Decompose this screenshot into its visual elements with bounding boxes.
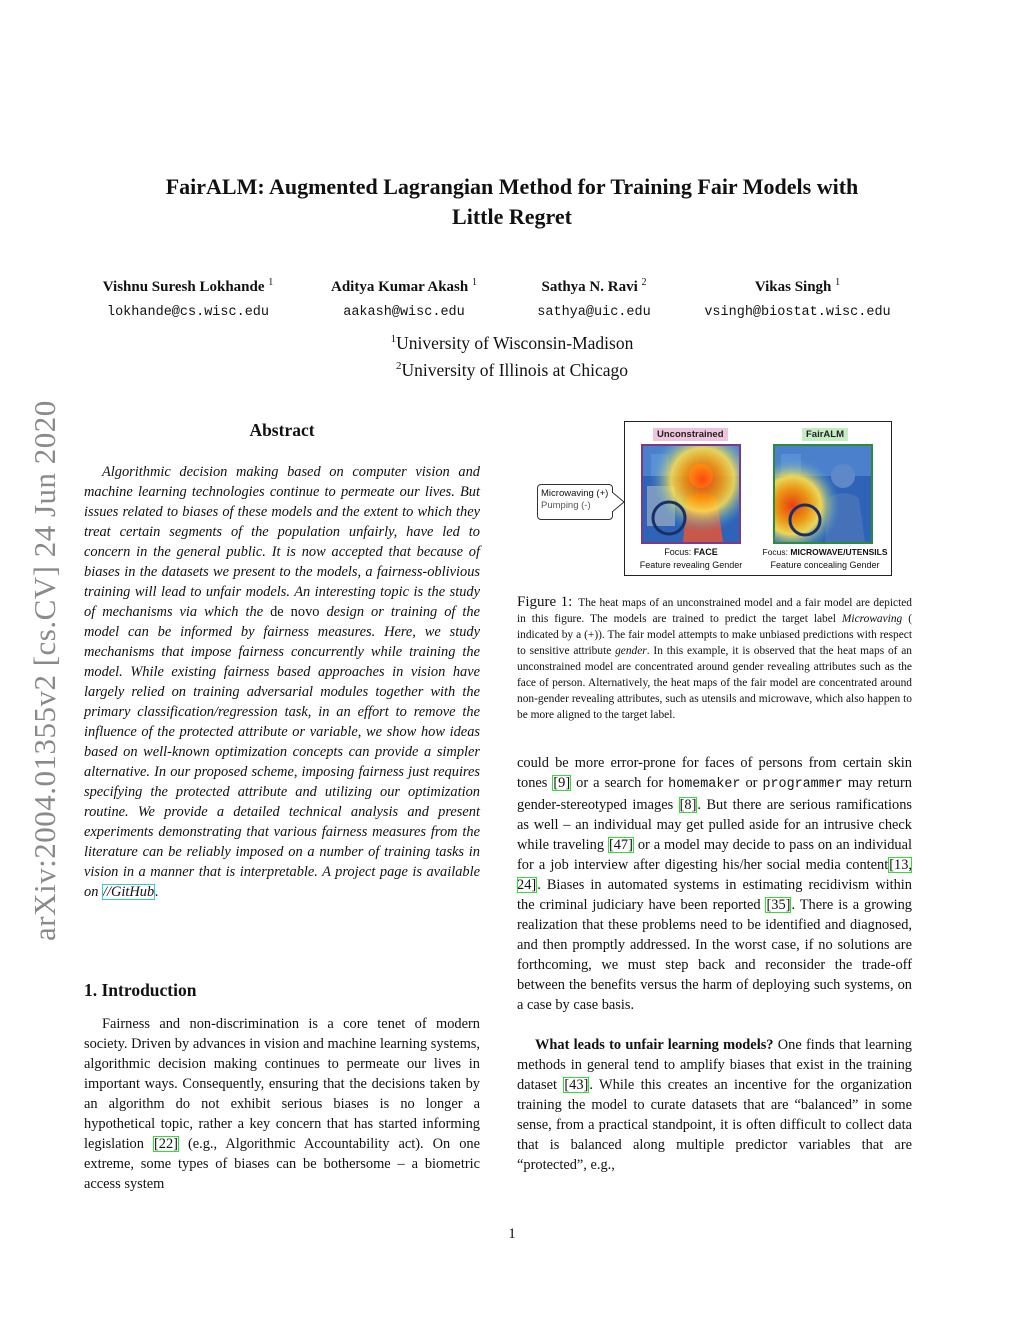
author-name: Vikas Singh: [754, 279, 832, 295]
right-feature-label: Feature concealing Gender: [770, 560, 880, 570]
github-link[interactable]: //GitHub: [103, 884, 155, 900]
citation-link[interactable]: [47]: [608, 837, 633, 853]
affiliation-1: [0, 328, 1024, 355]
author-name: Vishnu Suresh Lokhande: [102, 279, 265, 295]
affiliations: [0, 328, 1024, 382]
author-4: [690, 273, 905, 323]
affiliation-name: University of Illinois at Chicago: [401, 359, 628, 380]
title-line-2: Little Regret: [452, 204, 572, 229]
intro-continuation-paragraph: could be more error-prone for faces of persons from certain skin tones [9] or a search for homemaker or programmer may return gender-stereotyped images [8]. But there are serious ramifications as well – an individual may get pulled aside for an intrusive check while traveling [47] or a model may decide to pass on an individual for a job interview after digesting his/her social media content[13, 24]. Biases in automated systems in estimating recidivism within the criminal judiciary have been reported [35]. There is a growing realization that these problems need to be identified and diagnosed, and then promptly addressed. In the worst case, if no solutions are forthcoming, we must step back and reconsider the trade-off between the benefits versus the harm of deploying such systems, on a case by case basis.: [517, 755, 912, 1013]
paragraph-run-in-heading: What leads to unfair learning models?: [535, 1037, 774, 1053]
author-affiliation-mark: 1: [268, 277, 274, 288]
right-column-text: [517, 753, 912, 1175]
author-email: vsingh@biostat.wisc.edu: [704, 305, 891, 320]
de-novo-text: de novo: [270, 604, 320, 620]
author-name: Sathya N. Ravi: [541, 279, 638, 295]
bubble-negative-label: Pumping (-): [541, 500, 591, 511]
author-email: sathya@uic.edu: [537, 305, 651, 320]
left-focus-label: Focus: FACE: [664, 547, 718, 557]
figure-label: Figure 1:: [517, 594, 573, 610]
query-homemaker: homemaker: [668, 777, 741, 792]
figure-1-caption: [517, 594, 912, 723]
author-affiliation-mark: 1: [472, 277, 477, 288]
author-2: [311, 273, 497, 323]
page-number: 1: [508, 1226, 516, 1242]
paper-title: [0, 172, 1024, 232]
affiliation-number: 1: [390, 333, 397, 345]
affiliation-name: University of Wisconsin-Madison: [396, 332, 634, 353]
section-heading-introduction: 1. Introduction: [84, 980, 197, 1000]
author-name: Aditya Kumar Akash: [330, 279, 469, 295]
unconstrained-heatmap-image: [641, 444, 741, 544]
abstract-body: [84, 462, 480, 902]
fairalm-heatmap-image: [773, 444, 873, 544]
citation-link[interactable]: [43]: [564, 1077, 589, 1093]
citation-link[interactable]: [8]: [679, 797, 697, 813]
affiliation-2: [0, 355, 1024, 382]
heatmap-face-focus-illustration: [643, 446, 739, 542]
author-3: [516, 273, 672, 323]
introduction-text: [84, 1014, 480, 1194]
right-focus-label: Focus: MICROWAVE/UTENSILS: [762, 547, 888, 557]
unfair-models-paragraph: What leads to unfair learning models? One finds that learning methods in general tend to amplify biases that exist in the training dataset [43]. While this creates an incentive for the organization training the model to curate datasets that are “balanced” in some sense, from a practical standpoint, it is often difficult to collect data that is balanced along multiple predictor variables that are “protected”, e.g.,: [517, 1037, 913, 1173]
affiliation-number: 2: [396, 359, 402, 372]
citation-link[interactable]: [13, 24]: [517, 857, 912, 893]
author-1: [88, 273, 288, 323]
bubble-positive-label: Microwaving (+): [541, 488, 609, 499]
arxiv-identifier: arXiv:2004.01355v2 [cs.CV] 24 Jun 2020: [27, 400, 62, 941]
citation-link[interactable]: [9]: [553, 775, 571, 791]
label-bubble: [537, 484, 613, 520]
figure-1-frame: [624, 421, 892, 576]
abstract-heading: Abstract: [249, 420, 315, 440]
author-affiliation-mark: 2: [641, 277, 647, 288]
query-programmer: programmer: [762, 777, 843, 792]
panel-title-fairalm: FairALM: [802, 428, 848, 441]
heatmap-utensil-focus-illustration: [775, 446, 871, 542]
author-email: lokhande@cs.wisc.edu: [106, 305, 270, 320]
author-affiliation-mark: 1: [835, 277, 841, 288]
author-email: aakash@wisc.edu: [343, 305, 465, 320]
title-line-1: FairALM: Augmented Lagrangian Method for Training Fair Models with: [165, 174, 859, 199]
citation-link[interactable]: [22]: [153, 1136, 178, 1152]
abstract-paragraph: Algorithmic decision making based on computer vision and machine learning technologies continue to permeate our lives. But issues related to biases of these models and the extent to which they treat certain segments of the population unfairly, have led to concern in the general public. It is now accepted that because of biases in the datasets we present to the models, a fairness-oblivious training will lead to unfair models. An interesting topic is the study of mechanisms via which the de novo design or training of the model can be informed by fairness measures. Here, we study mechanisms that impose fairness concurrently while training the model. While existing fairness based approaches in vision have largely relied on training adversarial modules together with the primary classification/regression task, in an effort to remove the influence of the protected attribute or variable, we show how ideas based on well-known optimization concepts can provide a simpler alternative. In our proposed scheme, imposing fairness just requires specifying the protected attribute and utilizing our optimization routine. We provide a detailed technical analysis and present experiments demonstrating that various fairness measures from the literature can be reliably imposed on a number of training tasks in vision in a manner that is interpretable. A project page is available on //GitHub.: [84, 464, 480, 900]
left-feature-label: Feature revealing Gender: [639, 560, 743, 570]
caption-text: Figure 1: The heat maps of an unconstrained model and a fair model are depicted in this figure. The models are trained to predict the target label Microwaving ( indicated by a (+)). The fair model attempts to make unbiased predictions with respect to sensitive attribute gender. In this example, it is observed that the heat maps of an unconstrained model are concentrated around gender revealing attributes such as the face of person. Alternatively, the heat maps of the fair model are concentrated around non-gender revealing attributes, such as utensils and microwave, which also happen to be more aligned to the target label.: [517, 594, 912, 721]
citation-link[interactable]: [35]: [766, 897, 791, 913]
panel-title-unconstrained: Unconstrained: [653, 428, 728, 441]
intro-paragraph: Fairness and non-discrimination is a core tenet of modern society. Driven by advances in vision and machine learning systems, algorithmic decision making continues to permeate our lives in important ways. Consequently, ensuring that the decisions taken by an algorithm do not exhibit serious biases is no longer a hypothetical topic, rather a key concern that has started informing legislation [22] (e.g., Algorithmic Accountability act). On one extreme, some types of biases can be bothersome – a biometric access system: [84, 1016, 480, 1192]
